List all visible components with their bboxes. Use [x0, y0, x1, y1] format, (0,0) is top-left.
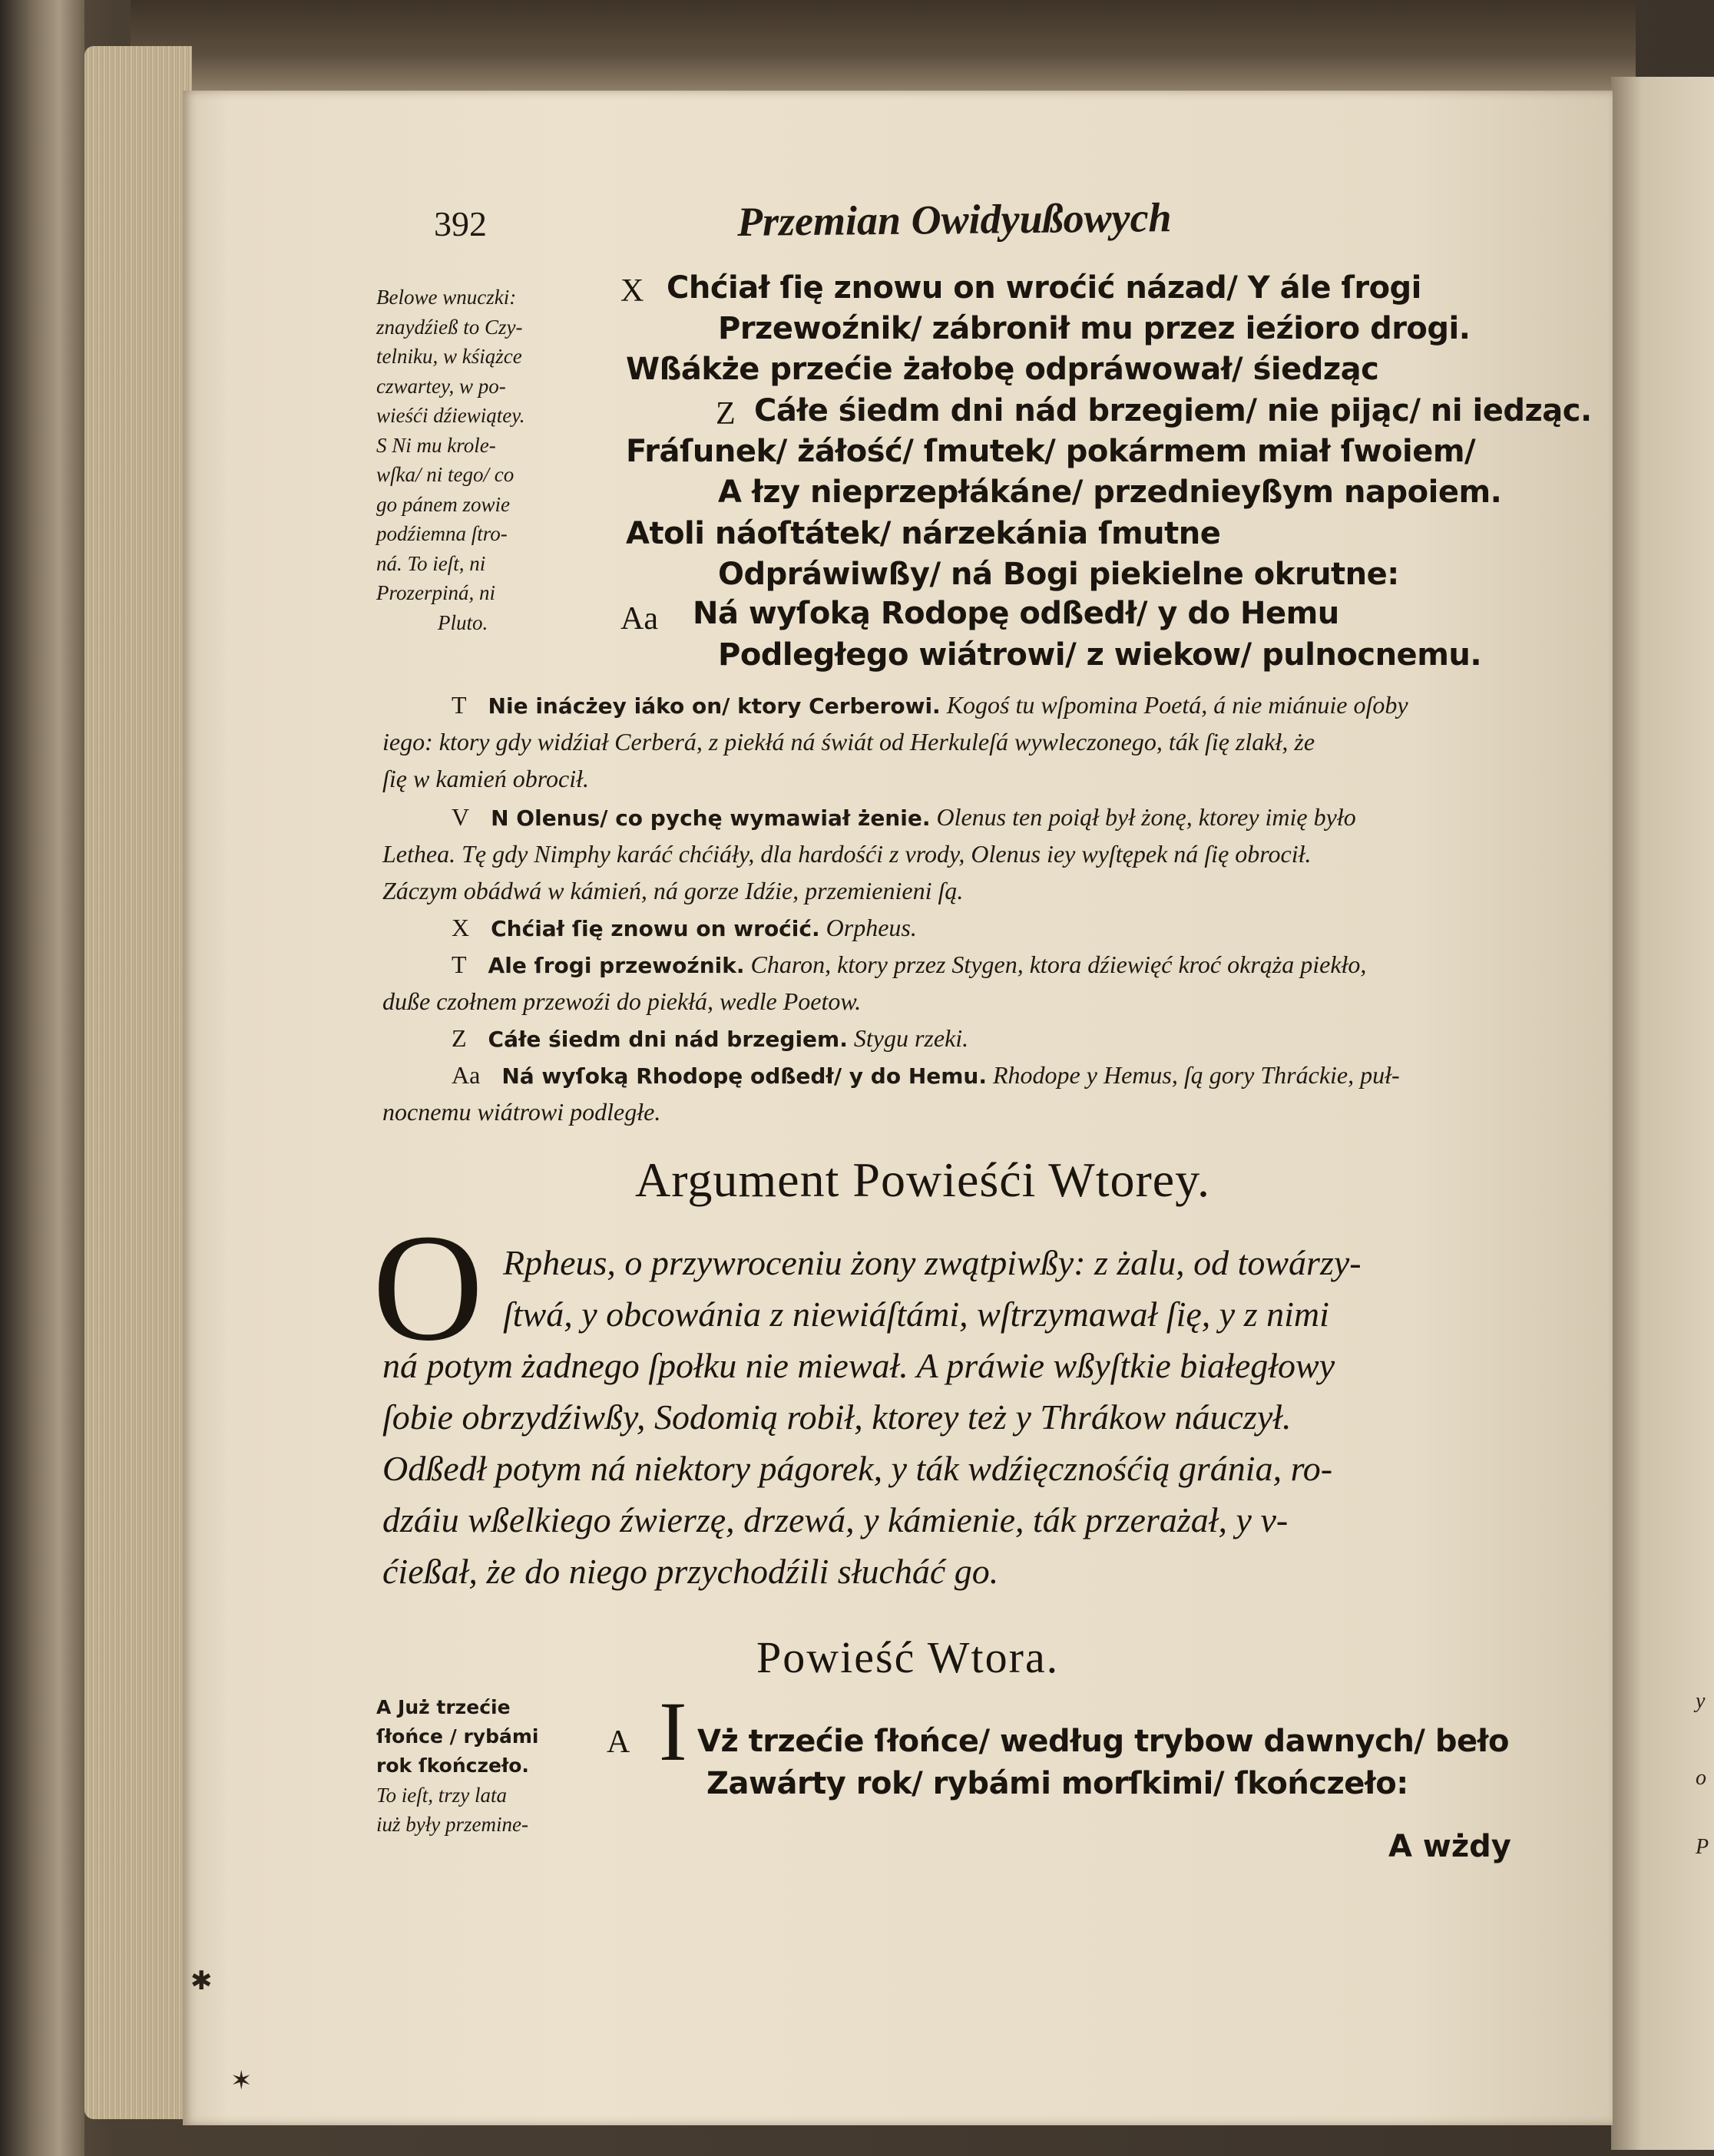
note-gloss: duße czołnem przewoźi do piekłá, wedle Poetow.	[382, 987, 862, 1015]
argument-line: ná potym żadnego ſpołku nie miewał. A práwie wßyſtkie białegłowy	[382, 1346, 1335, 1385]
argument-heading: Argument Powieśći Wtorey.	[635, 1152, 1211, 1207]
margin-note	[376, 283, 607, 637]
verse-line: Cáłe śiedm dni nád brzegiem/ nie pijąc/ ni iedząc.	[754, 393, 1592, 428]
commentary-line	[452, 1024, 1603, 1053]
verse-marker: Aa	[620, 601, 658, 637]
note-label: Aa	[452, 1061, 481, 1089]
margin-note-line: ná. To ieſt, ni	[376, 551, 486, 575]
adjacent-page-fragment: y	[1696, 1689, 1706, 1713]
margin-note-line: Prozerpiná, ni	[376, 581, 495, 604]
argument-line: Odßedł potym ná niektory págorek, y ták wdźięcznośćią gránia, ro-	[382, 1449, 1333, 1488]
argument-line: Rpheus, o przywroceniu żony zwątpiwßy: z żalu, od towárzy-	[503, 1243, 1362, 1282]
note-label: T	[452, 691, 467, 719]
note-lemma: Chćiał ſię znowu on wroćić.	[491, 916, 820, 941]
catchword: A wżdy	[1388, 1829, 1511, 1864]
verse-marker: X	[620, 273, 644, 309]
margin-note-line: wieśći dźiewiątey.	[376, 404, 525, 427]
margin-note-line: rok ſkończeło.	[376, 1754, 529, 1777]
verse-line: Vż trzećie ſłońce/ według trybow dawnych/ beło	[697, 1724, 1509, 1759]
page-stack-edge	[84, 46, 192, 2119]
argument-line: dzáiu wßelkiego źwierzę, drzewá, y kámienie, ták przerażał, y v-	[382, 1500, 1289, 1539]
note-gloss: Stygu rzeki.	[853, 1024, 969, 1052]
margin-note-line: podźiemna ſtro-	[376, 522, 508, 545]
initial-letter: I	[659, 1685, 687, 1778]
margin-note-line: czwartey, w po-	[376, 374, 506, 398]
commentary-line	[382, 765, 1534, 793]
margin-note-line: ſłońce / rybámi	[376, 1725, 539, 1748]
adjacent-page-fragment: o	[1696, 1766, 1706, 1790]
adjacent-page	[1611, 77, 1714, 2150]
verse-line: Fráſunek/ żáłość/ ſmutek/ pokármem miał ſwoiem/	[626, 434, 1476, 469]
margin-note-line: Belowe wnuczki:	[376, 286, 517, 309]
commentary-line	[452, 914, 1603, 942]
argument-line: ćießał, że do niego przychodźili słucháć go.	[382, 1552, 999, 1591]
note-gloss: Kogoś tu wſpomina Poetá, á nie miánuie oſoby	[946, 691, 1408, 719]
verse-line: Ná wyſoką Rodopę odßedł/ y do Hemu	[693, 596, 1339, 631]
book-cover-edge	[0, 0, 84, 2156]
margin-note-line: S Ni mu krole-	[376, 433, 496, 457]
commentary-line	[452, 691, 1603, 719]
commentary-line	[382, 728, 1534, 756]
tale-heading: Powieść Wtora.	[756, 1632, 1060, 1682]
note-gloss: Lethea. Tę gdy Nimphy karáć chćiáły, dla hardośći z vrody, Olenus iey wyſtępek ná ſię obrocił.	[382, 840, 1312, 868]
note-lemma: Ale ſrogi przewoźnik.	[488, 953, 745, 978]
note-lemma: Ná wyſoką Rhodopę odßedł/ y do Hemu.	[501, 1063, 987, 1089]
note-gloss: ſię w kamień obrocił.	[382, 765, 589, 792]
verse-line: Podległego wiátrowi/ z wiekow/ pulnocnemu.	[718, 637, 1482, 673]
note-gloss: iego: ktory gdy widźiał Cerberá, z piekłá ná świát od Herkuleſá wywleczonego, ták ſię zlakł, że	[382, 728, 1315, 756]
drop-cap: O	[372, 1203, 484, 1373]
book-top-edge	[131, 0, 1636, 92]
note-gloss: Orpheus.	[826, 914, 917, 941]
note-label: T	[452, 951, 467, 978]
verse-line: A łzy nieprzepłákáne/ przednieyßym napoiem.	[718, 475, 1502, 510]
page-number: 392	[434, 204, 487, 243]
margin-note-line: A Już trzećie	[376, 1696, 511, 1718]
verse-marker: A	[607, 1724, 630, 1760]
commentary-line	[382, 1098, 1534, 1126]
note-label: V	[452, 803, 470, 831]
verse-line: Odpráwiwßy/ ná Bogi piekielne okrutne:	[718, 557, 1399, 592]
note-gloss: Charon, ktory przez Stygen, ktora dźiewięć kroć okrąża piekło,	[750, 951, 1367, 978]
margin-note-line: wſka/ ni tego/ co	[376, 463, 515, 486]
note-gloss: nocnemu wiátrowi podległe.	[382, 1098, 661, 1126]
verse-marker: Z	[716, 396, 736, 432]
margin-note-line: iuż były przemine-	[376, 1813, 528, 1836]
note-lemma: N Olenus/ co pychę wymawiał żenie.	[491, 805, 931, 831]
note-lemma: Nie inácżey iáko on/ ktory Cerberowi.	[488, 693, 941, 719]
commentary-line	[452, 951, 1603, 979]
margin-note-line: telniku, w kśiążce	[376, 345, 522, 368]
commentary-line	[382, 840, 1534, 868]
note-label: Z	[452, 1024, 467, 1052]
verse-line: Zawárty rok/ rybámi morſkimi/ ſkończeło:	[706, 1766, 1408, 1801]
verse-line: Przewoźnik/ zábronił mu przez ieźioro drogi.	[718, 311, 1471, 346]
note-label: X	[452, 914, 470, 941]
note-gloss: Záczym obádwá w kámień, ná gorze Idźie, przemienieni ſą.	[382, 877, 964, 904]
commentary-line	[452, 1061, 1603, 1090]
margin-note-line: Pluto.	[438, 610, 488, 634]
commentary-line	[382, 877, 1534, 905]
note-gloss: Olenus ten poiął był żonę, ktorey imię było	[936, 803, 1356, 831]
margin-note-line: znaydźieß to Czy-	[376, 315, 523, 339]
verse-line: Atoli náoſtátek/ nárzekánia ſmutne	[626, 516, 1221, 551]
margin-note-line: go pánem zowie	[376, 492, 510, 516]
verse-line: Wßákże przećie żałobę odpráwował/ śiedząc	[626, 352, 1379, 387]
note-lemma: Cáłe śiedm dni nád brzegiem.	[488, 1027, 848, 1052]
argument-line: ſtwá, y obcowánia z niewiáſtámi, wſtrzymawał ſię, y z nimi	[503, 1295, 1329, 1334]
verse-line: Chćiał ſię znowu on wroćić názad/ Y ále ſrogi	[667, 270, 1421, 306]
commentary-line	[452, 803, 1603, 832]
commentary-line	[382, 987, 1534, 1016]
note-gloss: Rhodope y Hemus, ſą gory Thráckie, puł-	[993, 1061, 1400, 1089]
margin-note-second	[376, 1693, 607, 1839]
ink-mark: ✶	[230, 2065, 253, 2096]
adjacent-page-fragment: P	[1696, 1835, 1709, 1859]
argument-line: ſobie obrzydźiwßy, Sodomią robił, ktorey też y Thrákow náuczył.	[382, 1397, 1292, 1437]
ink-mark: ✱	[190, 1966, 213, 1996]
margin-note-line: To ieſt, trzy lata	[376, 1784, 508, 1807]
running-title: Przemian Owidyußowych	[736, 194, 1172, 245]
